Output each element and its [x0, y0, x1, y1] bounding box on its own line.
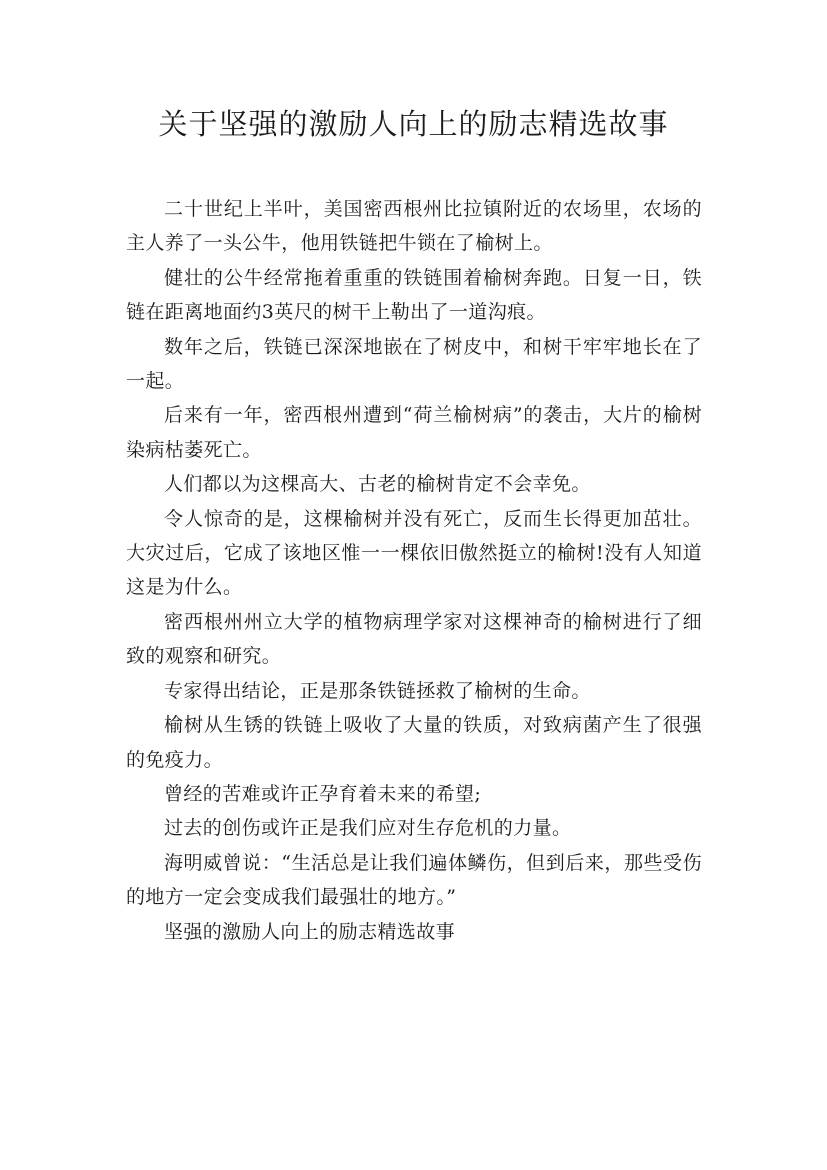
paragraph-2: 健壮的公牛经常拖着重重的铁链围着榆树奔跑。日复一日，铁链在距离地面约3英尺的树干上勒出了一道沟痕。 — [126, 266, 702, 324]
paragraph-7: 密西根州州立大学的植物病理学家对这棵神奇的榆树进行了细致的观察和研究。 — [126, 610, 702, 668]
paragraph-3: 数年之后，铁链已深深地嵌在了树皮中，和树干牢牢地长在了一起。 — [126, 335, 702, 393]
paragraph-4: 后来有一年，密西根州遭到“荷兰榆树病”的袭击，大片的榆树染病枯萎死亡。 — [126, 404, 702, 461]
paragraph-6: 令人惊奇的是，这棵榆树并没有死亡，反而生长得更加茁壮。大灾过后，它成了该地区惟一一棵依旧傲然挺立的榆树!没有人知道这是为什么。 — [126, 507, 702, 599]
paragraph-10: 曾经的苦难或许正孕育着未来的希望; — [164, 782, 482, 805]
paragraph-8: 专家得出结论，正是那条铁链拯救了榆树的生命。 — [164, 679, 591, 702]
paragraph-11: 过去的创伤或许正是我们应对生存危机的力量。 — [164, 817, 572, 840]
paragraph-5: 人们都以为这棵高大、古老的榆树肯定不会幸免。 — [164, 473, 591, 496]
paragraph-12: 海明威曾说：“生活总是让我们遍体鳞伤，但到后来，那些受伤的地方一定会变成我们最强壮的地方。” — [126, 851, 702, 909]
paragraph-1: 二十世纪上半叶，美国密西根州比拉镇附近的农场里，农场的主人养了一头公牛，他用铁链把牛锁在了榆树上。 — [126, 198, 702, 255]
paragraph-9: 榆树从生锈的铁链上吸收了大量的铁质，对致病菌产生了很强的免疫力。 — [126, 714, 702, 771]
paragraph-13: 坚强的激励人向上的励志精选故事 — [164, 920, 456, 943]
document-body — [126, 192, 702, 949]
document-title: 关于坚强的激励人向上的励志精选故事 — [158, 107, 669, 141]
